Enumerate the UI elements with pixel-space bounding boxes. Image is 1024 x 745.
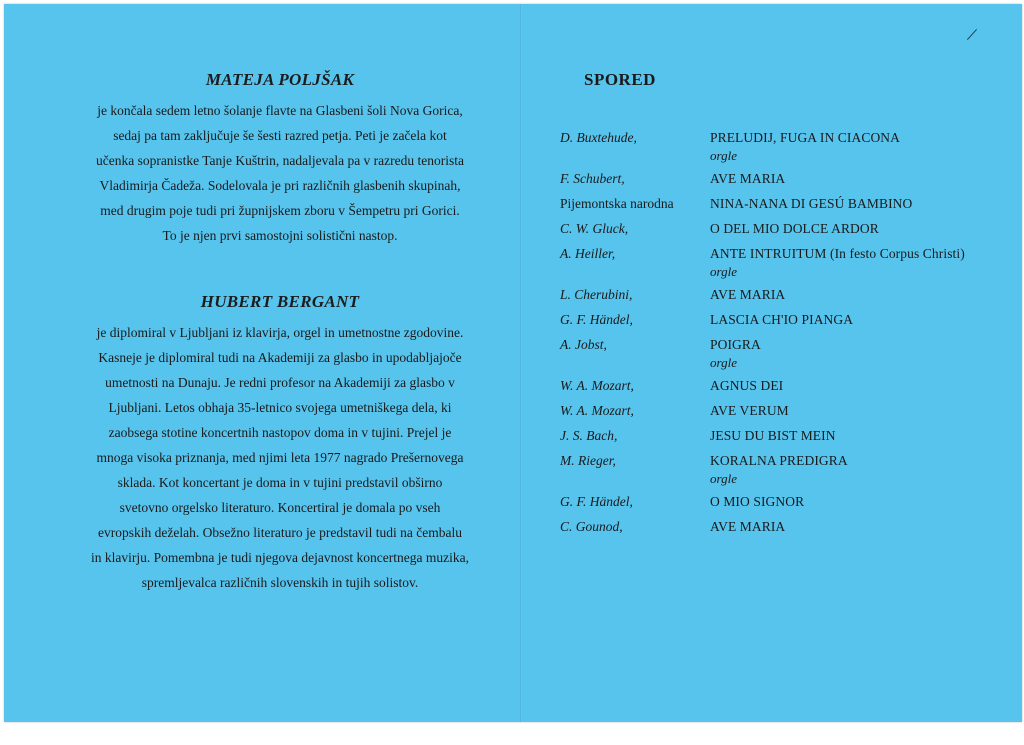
bio-line: sedaj pa tam zaključuje še šesti razred petja. Peti je začela kot (113, 128, 447, 143)
program-row (560, 376, 1010, 401)
program-row (560, 401, 1010, 426)
bio-line: mnoga visoka priznanja, med njimi leta 1977 nagrado Prešernovega (96, 450, 464, 465)
bio-line: To je njen prvi samostojni solistični nastop. (162, 228, 398, 243)
program-row (560, 194, 1010, 219)
program-work-note: orgle (710, 355, 737, 370)
program-work-title: LASCIA CH'IO PIANGA (710, 312, 854, 327)
program-composer: L. Cherubini, (560, 287, 633, 302)
program-composer: G. F. Händel, (560, 312, 633, 327)
program-work (710, 194, 1010, 219)
bio-line: evropskih deželah. Obsežno literaturo je predstavil tudi na čembalu (98, 525, 462, 540)
bio-hubert (60, 292, 500, 595)
program-composer: D. Buxtehude, (560, 130, 637, 145)
program-work-title: JESU DU BIST MEIN (710, 428, 836, 443)
program-work (710, 401, 1010, 426)
program-table (560, 128, 1010, 542)
program-work-title: AVE MARIA (710, 171, 786, 186)
bio-text-mateja (60, 98, 500, 248)
program-composer: Pijemontska narodna (560, 196, 674, 211)
bio-line: Kasneje je diplomiral tudi na Akademiji za glasbo in upodabljajoče (98, 350, 462, 365)
program-work-title: KORALNA PREDIGRA (710, 453, 848, 468)
program-row (560, 335, 1010, 376)
program-work-title: AVE MARIA (710, 519, 786, 534)
program-work-title: AVE VERUM (710, 403, 789, 418)
program-work (710, 285, 1010, 310)
bio-line: Ljubljani. Letos obhaja 35-letnico svojega umetniškega dela, ki (108, 400, 452, 415)
program-composer: A. Heiller, (560, 246, 616, 261)
program-heading: SPORED (584, 70, 656, 89)
program-row (560, 285, 1010, 310)
program-composer: W. A. Mozart, (560, 378, 634, 393)
program-work (710, 517, 1010, 542)
program-row (560, 517, 1010, 542)
program-work (710, 169, 1010, 194)
program-work-title: PRELUDIJ, FUGA IN CIACONA (710, 130, 901, 145)
bio-mateja (60, 70, 500, 248)
program-list (560, 128, 1010, 542)
program-work (710, 376, 1010, 401)
program-composer: W. A. Mozart, (560, 403, 634, 418)
program-work (710, 244, 1010, 285)
bio-line: svetovno orgelsko literaturo. Koncertiral je domala po vseh (119, 500, 441, 515)
program-row (560, 492, 1010, 517)
program-composer: C. Gounod, (560, 519, 623, 534)
bio-heading-hubert: HUBERT BERGANT (200, 292, 360, 311)
bio-line: in klavirju. Pomembna je tudi njegova dejavnost koncertnega muzika, (91, 550, 469, 565)
program-work (710, 128, 1010, 169)
bio-line: je diplomiral v Ljubljani iz klavirja, orgel in umetnostne zgodovine. (96, 325, 464, 340)
left-page (60, 70, 500, 590)
program-work-title: AGNUS DEI (710, 378, 784, 393)
program-work (710, 451, 1010, 492)
program-work-title: POIGRA (710, 337, 761, 352)
program-composer: M. Rieger, (560, 453, 616, 468)
program-work-title: O MIO SIGNOR (710, 494, 805, 509)
program-composer: G. F. Händel, (560, 494, 633, 509)
program-composer: C. W. Gluck, (560, 221, 629, 236)
program-work-note: orgle (710, 264, 737, 279)
bio-line: učenka sopranistke Tanje Kuštrin, nadaljevala pa v razredu tenorista (95, 153, 465, 168)
program-work (710, 492, 1010, 517)
program-row (560, 169, 1010, 194)
program-work-title: O DEL MIO DOLCE ARDOR (710, 221, 879, 236)
program-work-note: orgle (710, 471, 737, 486)
program-row (560, 244, 1010, 285)
program-row (560, 219, 1010, 244)
program-work (710, 310, 1010, 335)
bio-heading-mateja: MATEJA POLJŠAK (205, 70, 355, 89)
bio-text-hubert (60, 320, 500, 595)
bio-line: spremljevalca različnih slovenskih in tujih solistov. (141, 575, 419, 590)
program-composer: A. Jobst, (560, 337, 607, 352)
bio-line: Vladimirja Čadeža. Sodelovala je pri različnih glasbenih skupinah, (99, 178, 461, 193)
bio-line: umetnosti na Dunaju. Je redni profesor na Akademiji za glasbo v (105, 375, 455, 390)
center-fold (520, 4, 522, 722)
program-composer: J. S. Bach, (560, 428, 618, 443)
bio-line: sklada. Kot koncertant je doma in v tujini predstavil obširno (117, 475, 443, 490)
program-work (710, 426, 1010, 451)
bio-line: zaobsega stotine koncertnih nastopov doma in v tujini. Prejel je (108, 425, 452, 440)
program-row (560, 310, 1010, 335)
program-work-title: NINA-NANA DI GESÚ BAMBINO (710, 196, 913, 211)
program-work-title: AVE MARIA (710, 287, 786, 302)
program-work-title: ANTE INTRUITUM (In festo Corpus Christi) (710, 246, 965, 261)
right-page (560, 70, 1010, 534)
program-composer: F. Schubert, (560, 171, 625, 186)
program-row (560, 426, 1010, 451)
program-row (560, 128, 1010, 169)
program-work (710, 219, 1010, 244)
bio-line: je končala sedem letno šolanje flavte na Glasbeni šoli Nova Gorica, (97, 103, 463, 118)
program-work-note: orgle (710, 148, 737, 163)
program-work (710, 335, 1010, 376)
program-row (560, 451, 1010, 492)
bio-line: med drugim poje tudi pri župnijskem zboru v Šempetru pri Gorici. (100, 203, 460, 218)
